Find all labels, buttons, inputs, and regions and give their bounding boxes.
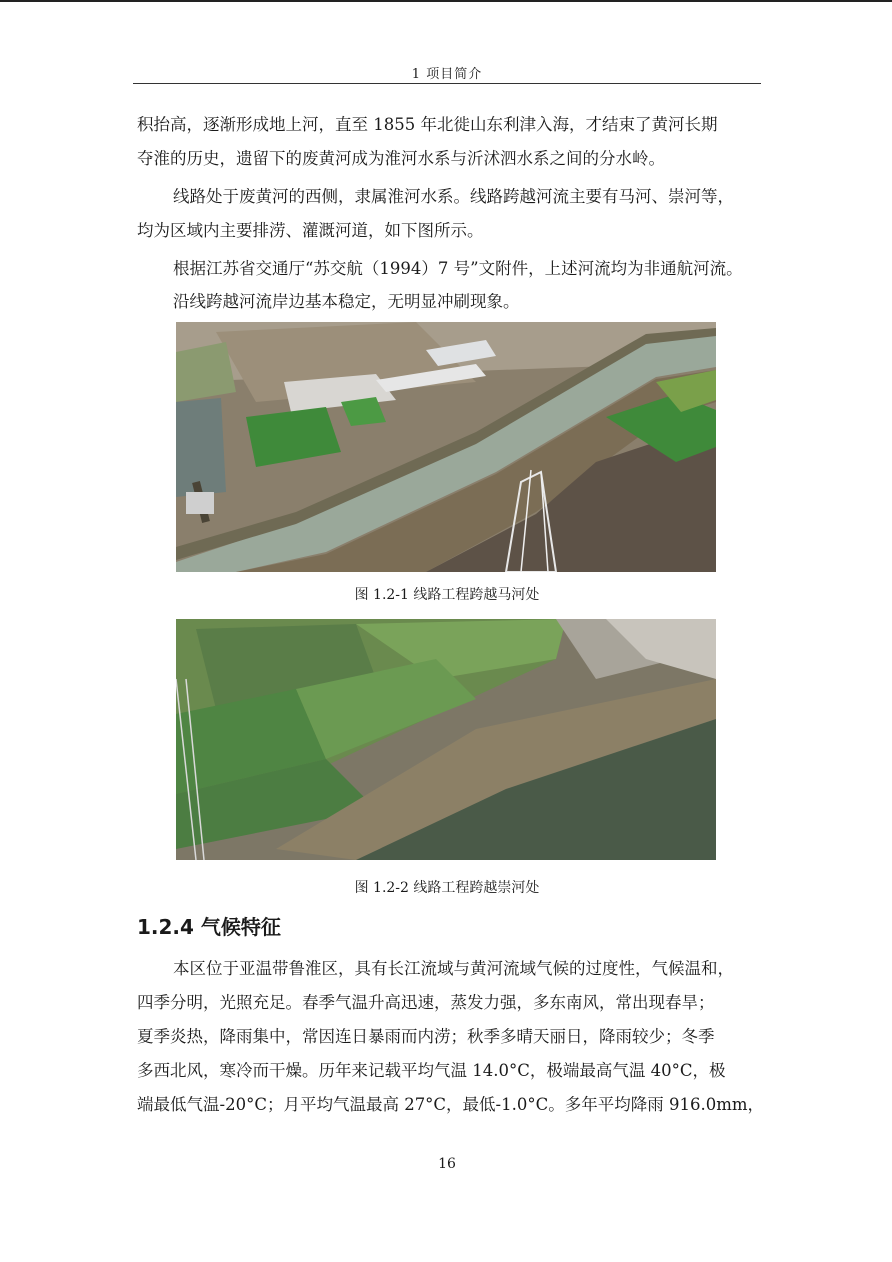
section-heading: 1.2.4 气候特征 [137,915,281,939]
header-rule [133,83,761,84]
aerial-photo-chong-river [176,619,716,860]
aerial-photo-ma-river-image [176,322,716,572]
text-line: 夺淮的历史，遗留下的废黄河成为淮河水系与沂沭泗水系之间的分水岭。 [137,149,665,168]
aerial-photo-ma-river [176,322,716,572]
text-line: 积抬高，逐渐形成地上河，直至 1855 年北徙山东利津入海，才结束了黄河长期 [137,115,718,134]
text-line: 均为区域内主要排涝、灌溉河道，如下图所示。 [137,221,484,240]
text-line: 端最低气温-20°C；月平均气温最高 27°C，最低-1.0°C。多年平均降雨 916.0mm， [137,1095,765,1114]
figure-caption: 图 1.2-2 线路工程跨越崇河处 [354,880,540,896]
text-line: 根据江苏省交通厅“苏交航（1994）7 号”文附件，上述河流均为非通航河流。 [173,259,743,278]
paragraph-climate [137,952,765,1122]
paragraph-water-system [137,180,760,248]
aerial-photo-chong-river-image [176,619,716,860]
text-line: 夏季炎热，降雨集中，常因连日暴雨而内涝；秋季多晴天丽日，降雨较少；冬季 [137,1027,715,1046]
text-line: 多西北风，寒冷而干燥。历年来记载平均气温 14.0°C，极端最高气温 40°C，极 [137,1061,726,1080]
page-top-border [0,0,892,2]
running-head: 1 项目简介 [411,67,483,82]
paragraph-bank-stability [137,285,760,319]
paragraph-navigation [137,252,760,286]
figure-caption: 图 1.2-1 线路工程跨越马河处 [354,587,540,603]
text-line: 四季分明，光照充足。春季气温升高迅速，蒸发力强，多东南风，常出现春旱； [137,993,715,1012]
paragraph-yellow-river-history [137,108,760,176]
text-line: 沿线跨越河流岸边基本稳定，无明显冲刷现象。 [173,292,520,311]
page-number: 16 [438,1156,456,1172]
text-line: 线路处于废黄河的西侧，隶属淮河水系。线路跨越河流主要有马河、崇河等， [173,187,734,206]
text-line: 本区位于亚温带鲁淮区，具有长江流域与黄河流域气候的过度性，气候温和， [173,959,734,978]
